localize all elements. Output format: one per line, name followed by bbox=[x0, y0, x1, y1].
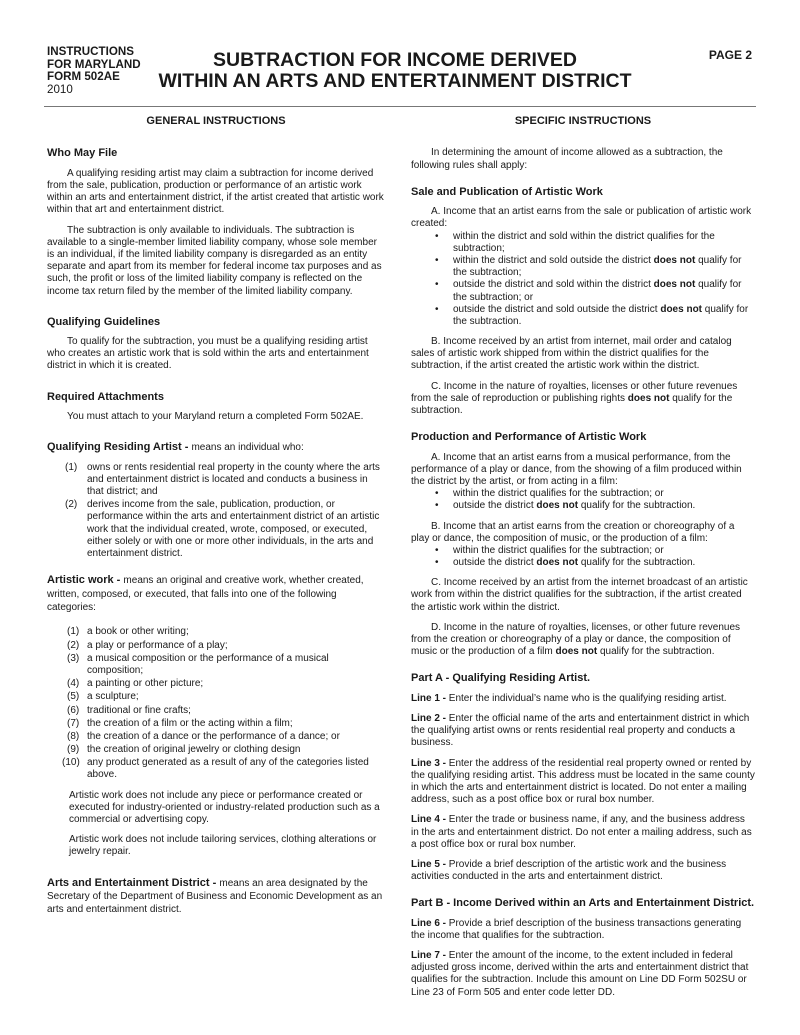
line-label: Line 7 - bbox=[411, 950, 447, 962]
item-number: (7) bbox=[67, 717, 80, 729]
line-text: Enter the trade or business name, if any, and the business address in the arts and entertainment district. Do not enter a mailing address, such as a post office box or rural box number. bbox=[411, 814, 752, 850]
paragraph: A. Income that an artist earns from the sale or publication of artistic work created: bbox=[411, 206, 752, 230]
paragraph: B. Income received by an artist from internet, mail order and catalog sales of artistic work shipped from within the district qualifies for the subtraction, if the artist created the artistic work within the district. bbox=[411, 336, 732, 372]
who-may-file-heading: Who May File bbox=[47, 147, 118, 160]
item-number: (8) bbox=[67, 730, 80, 742]
paragraph: The subtraction is only available to individuals. The subtraction is available to a single-member limited liability company, whose sole member is an individual, if the limited liability company is disregarded as an entity separate and apart from its member for federal income tax purposes and as such, the profit or loss of the limited liability company is reflected on the income tax return filed by the member of the limited liability company. bbox=[47, 224, 382, 297]
list-item bbox=[67, 626, 385, 638]
line-label: Line 3 - bbox=[411, 757, 447, 769]
list-item bbox=[67, 691, 385, 703]
sale-rules-list bbox=[411, 231, 755, 329]
line-label: Line 4 - bbox=[411, 814, 447, 826]
item-text: qualify for the subtraction; bbox=[453, 254, 742, 279]
list-item bbox=[453, 279, 755, 303]
artistic-work-definition bbox=[47, 574, 385, 614]
form-id-line: FORM 502AE bbox=[47, 70, 120, 84]
paragraph: C. Income received by an artist from the internet broadcast of an artistic work from within the district qualifies for the subtraction, if the artist created the artistic work within the district. bbox=[411, 577, 748, 613]
definition: means an individual who: bbox=[191, 442, 304, 454]
term: Artistic work - bbox=[47, 574, 121, 587]
item-text: the creation of a film or the acting within a film; bbox=[87, 717, 293, 729]
paragraph: A. Income that an artist earns from a musical performance, from the performance of a play or dance, from the showing of a film produced within the district by the artist, or from acting in a film: bbox=[411, 451, 742, 487]
artistic-work-categories bbox=[47, 626, 385, 781]
line-text: Provide a brief description of the business transactions generating the income that qualifies for the subtraction. bbox=[411, 917, 742, 941]
item-number: (5) bbox=[67, 691, 80, 703]
paragraph: Artistic work does not include any piece or performance created or executed for industry-oriented or industry-related production such as a commercial or advertising copy. bbox=[69, 789, 380, 825]
required-attachments-heading: Required Attachments bbox=[47, 390, 164, 403]
line-instruction bbox=[411, 859, 755, 883]
list-item bbox=[67, 744, 385, 756]
text: qualify for the subtraction. bbox=[597, 646, 715, 658]
line-label: Line 6 - bbox=[411, 917, 447, 929]
general-instructions-heading: GENERAL INSTRUCTIONS bbox=[146, 115, 286, 127]
text: qualify for the subtraction. bbox=[411, 392, 733, 416]
item-number: (3) bbox=[67, 652, 80, 664]
list-item bbox=[65, 499, 385, 560]
qualifying-artist-definition bbox=[47, 441, 385, 454]
line-instruction bbox=[411, 713, 755, 750]
list-item bbox=[62, 757, 385, 781]
title-line-2: WITHIN AN ARTS AND ENTERTAINMENT DISTRICT bbox=[158, 70, 632, 93]
list-item bbox=[67, 730, 385, 743]
item-text: within the district and sold outside the district bbox=[453, 254, 654, 266]
item-text: the creation of original jewelry or clothing design bbox=[87, 744, 301, 756]
definition: means an area designated by the Secretary of the Department of Business and Economic Development as an arts and entertainment district. bbox=[47, 877, 383, 916]
text: C. Income in the nature of royalties, licenses or other future revenues from the sale of reproduction or publishing rights bbox=[411, 380, 738, 404]
general-instructions-column bbox=[47, 115, 385, 924]
item-text: outside the district bbox=[453, 557, 537, 569]
list-item bbox=[67, 678, 385, 690]
qualifying-guidelines-heading: Qualifying Guidelines bbox=[47, 315, 161, 328]
list-item bbox=[453, 500, 755, 512]
list-item bbox=[67, 652, 385, 677]
item-text: qualify for the subtraction. bbox=[453, 303, 749, 327]
emphasis: does not bbox=[536, 557, 579, 569]
term: Qualifying Residing Artist - bbox=[47, 441, 189, 454]
paragraph bbox=[411, 622, 755, 659]
list-item bbox=[67, 639, 385, 652]
form-identifier bbox=[47, 46, 141, 96]
list-item bbox=[453, 557, 755, 569]
paragraph: A qualifying residing artist may claim a subtraction for income derived from the sale, publication, production or performance of an artistic work within an arts and entertainment district, if the artist created that artistic work within that art and entertainment district. bbox=[47, 167, 384, 216]
item-number: (4) bbox=[67, 678, 80, 690]
item-text: derives income from the sale, publication, production, or performance within the arts and entertainment district of an artistic work that the individual created, wrote, composed, or executed, either solely or with one or more other individuals, in the arts and entertainment district. bbox=[87, 499, 380, 559]
item-text: qualify for the subtraction. bbox=[578, 500, 696, 512]
line-text: Enter the official name of the arts and entertainment district in which the qualifying artist owns or rents residential real property and conducts a business. bbox=[411, 713, 750, 749]
item-text: within the district and sold within the district qualifies for the subtraction; bbox=[453, 230, 715, 254]
artistic-work-notes bbox=[47, 790, 385, 859]
emphasis: does not bbox=[555, 646, 598, 658]
line-instruction bbox=[411, 918, 755, 942]
item-text: a musical composition or the performance of a musical composition; bbox=[87, 652, 329, 676]
text: D. Income in the nature of royalties, licenses, or other future revenues from the creation or choreography of a play or dance, the composition of music or the production of a film bbox=[411, 621, 741, 658]
paragraph bbox=[411, 381, 755, 418]
emphasis: does not bbox=[660, 303, 703, 315]
paragraph: You must attach to your Maryland return a completed Form 502AE. bbox=[67, 411, 364, 423]
form-year: 2010 bbox=[47, 82, 73, 96]
form-id-line: FOR MARYLAND bbox=[47, 57, 141, 71]
form-id-line: INSTRUCTIONS bbox=[47, 45, 134, 58]
item-number: (6) bbox=[67, 704, 80, 716]
paragraph: In determining the amount of income allowed as a subtraction, the following rules shall apply: bbox=[411, 147, 723, 171]
list-item bbox=[453, 545, 755, 557]
list-item bbox=[453, 304, 755, 328]
item-number: (2) bbox=[65, 499, 78, 511]
item-number: (2) bbox=[67, 639, 80, 651]
paragraph: To qualify for the subtraction, you must be a qualifying residing artist who creates an artistic work that is sold within the arts and entertainment district in which it is created. bbox=[47, 336, 369, 372]
page-title bbox=[150, 50, 640, 93]
part-a-heading: Part A - Qualifying Residing Artist. bbox=[411, 672, 591, 685]
performance-rules-list bbox=[411, 488, 755, 512]
line-label: Line 5 - bbox=[411, 858, 447, 870]
line-text: Provide a brief description of the artistic work and the business activities conducted in the arts and entertainment district. bbox=[411, 858, 727, 883]
line-text: Enter the address of the residential real property owned or rented by the qualifying residing artist. This address must be located in the same county in which the arts and entertainment district is located. Do not enter a mailing address, such as a post office box or rural box number. bbox=[411, 757, 755, 806]
item-text: outside the district and sold within the district bbox=[453, 279, 654, 291]
item-text: outside the district bbox=[453, 500, 537, 512]
list-item bbox=[67, 704, 385, 717]
emphasis: does not bbox=[627, 392, 670, 404]
emphasis: does not bbox=[536, 500, 579, 512]
specific-instructions-column bbox=[411, 115, 755, 1007]
page-number: PAGE 2 bbox=[708, 48, 752, 62]
item-text: any product generated as a result of any of the categories listed above. bbox=[87, 757, 369, 781]
item-number: (9) bbox=[67, 744, 80, 756]
qualifying-artist-list bbox=[47, 462, 385, 561]
header-divider bbox=[44, 106, 756, 107]
item-text: a sculpture; bbox=[87, 691, 139, 703]
list-item bbox=[67, 717, 385, 730]
item-text: owns or rents residential real property in the county where the arts and entertainment district is located and conducts a business in that district; and bbox=[87, 461, 380, 498]
line-instruction bbox=[411, 950, 755, 999]
line-label: Line 2 - bbox=[411, 713, 447, 724]
title-line-1: SUBTRACTION FOR INCOME DERIVED bbox=[212, 49, 577, 71]
line-instruction bbox=[411, 814, 755, 851]
item-text: qualify for the subtraction; or bbox=[453, 279, 742, 303]
line-instruction bbox=[411, 758, 755, 807]
line-text: Enter the amount of the income, to the extent included in federal adjusted gross income, derived within the arts and entertainment district that qualifies for the subtraction. Include this amount on Line DD Form 502SU or Line 23 of Form 505 and enter code letter DD. bbox=[411, 950, 749, 998]
term: Arts and Entertainment District - bbox=[47, 876, 217, 889]
list-item bbox=[453, 231, 755, 255]
line-label: Line 1 - bbox=[411, 692, 447, 704]
item-text: within the district qualifies for the subtraction; or bbox=[453, 544, 664, 556]
list-item bbox=[453, 488, 755, 500]
item-text: qualify for the subtraction. bbox=[578, 557, 696, 569]
paragraph: Artistic work does not include tailoring services, clothing alterations or jewelry repair. bbox=[69, 834, 377, 858]
production-performance-heading: Production and Performance of Artistic Work bbox=[411, 431, 647, 444]
item-number: (1) bbox=[67, 626, 80, 638]
item-text: a book or other writing; bbox=[87, 626, 189, 638]
item-text: a play or performance of a play; bbox=[87, 639, 228, 651]
definition: means an original and creative work, whether created, written, composed, or executed, that falls into one of the following categories: bbox=[47, 575, 364, 613]
item-text: a painting or other picture; bbox=[87, 678, 204, 690]
item-number: (1) bbox=[65, 461, 78, 473]
item-number: (10) bbox=[62, 757, 80, 769]
item-text: outside the district and sold outside the district bbox=[453, 303, 661, 315]
part-b-heading: Part B - Income Derived within an Arts and Entertainment District. bbox=[411, 897, 755, 910]
specific-instructions-heading: SPECIFIC INSTRUCTIONS bbox=[514, 115, 652, 127]
item-text: within the district qualifies for the subtraction; or bbox=[453, 488, 664, 500]
paragraph: B. Income that an artist earns from the creation or choreography of a play or dance, the composition of music, or the production of a film: bbox=[411, 520, 735, 544]
item-text: the creation of a dance or the performance of a dance; or bbox=[87, 730, 340, 742]
emphasis: does not bbox=[653, 279, 696, 291]
item-text: traditional or fine crafts; bbox=[87, 704, 191, 716]
emphasis: does not bbox=[653, 254, 696, 266]
line-instruction bbox=[411, 693, 755, 705]
sale-publication-heading: Sale and Publication of Artistic Work bbox=[411, 185, 603, 198]
district-definition bbox=[47, 877, 385, 917]
creation-rules-list bbox=[411, 545, 755, 569]
line-text: Enter the individual’s name who is the qualifying residing artist. bbox=[446, 692, 727, 704]
list-item bbox=[65, 461, 385, 499]
list-item bbox=[453, 255, 755, 279]
